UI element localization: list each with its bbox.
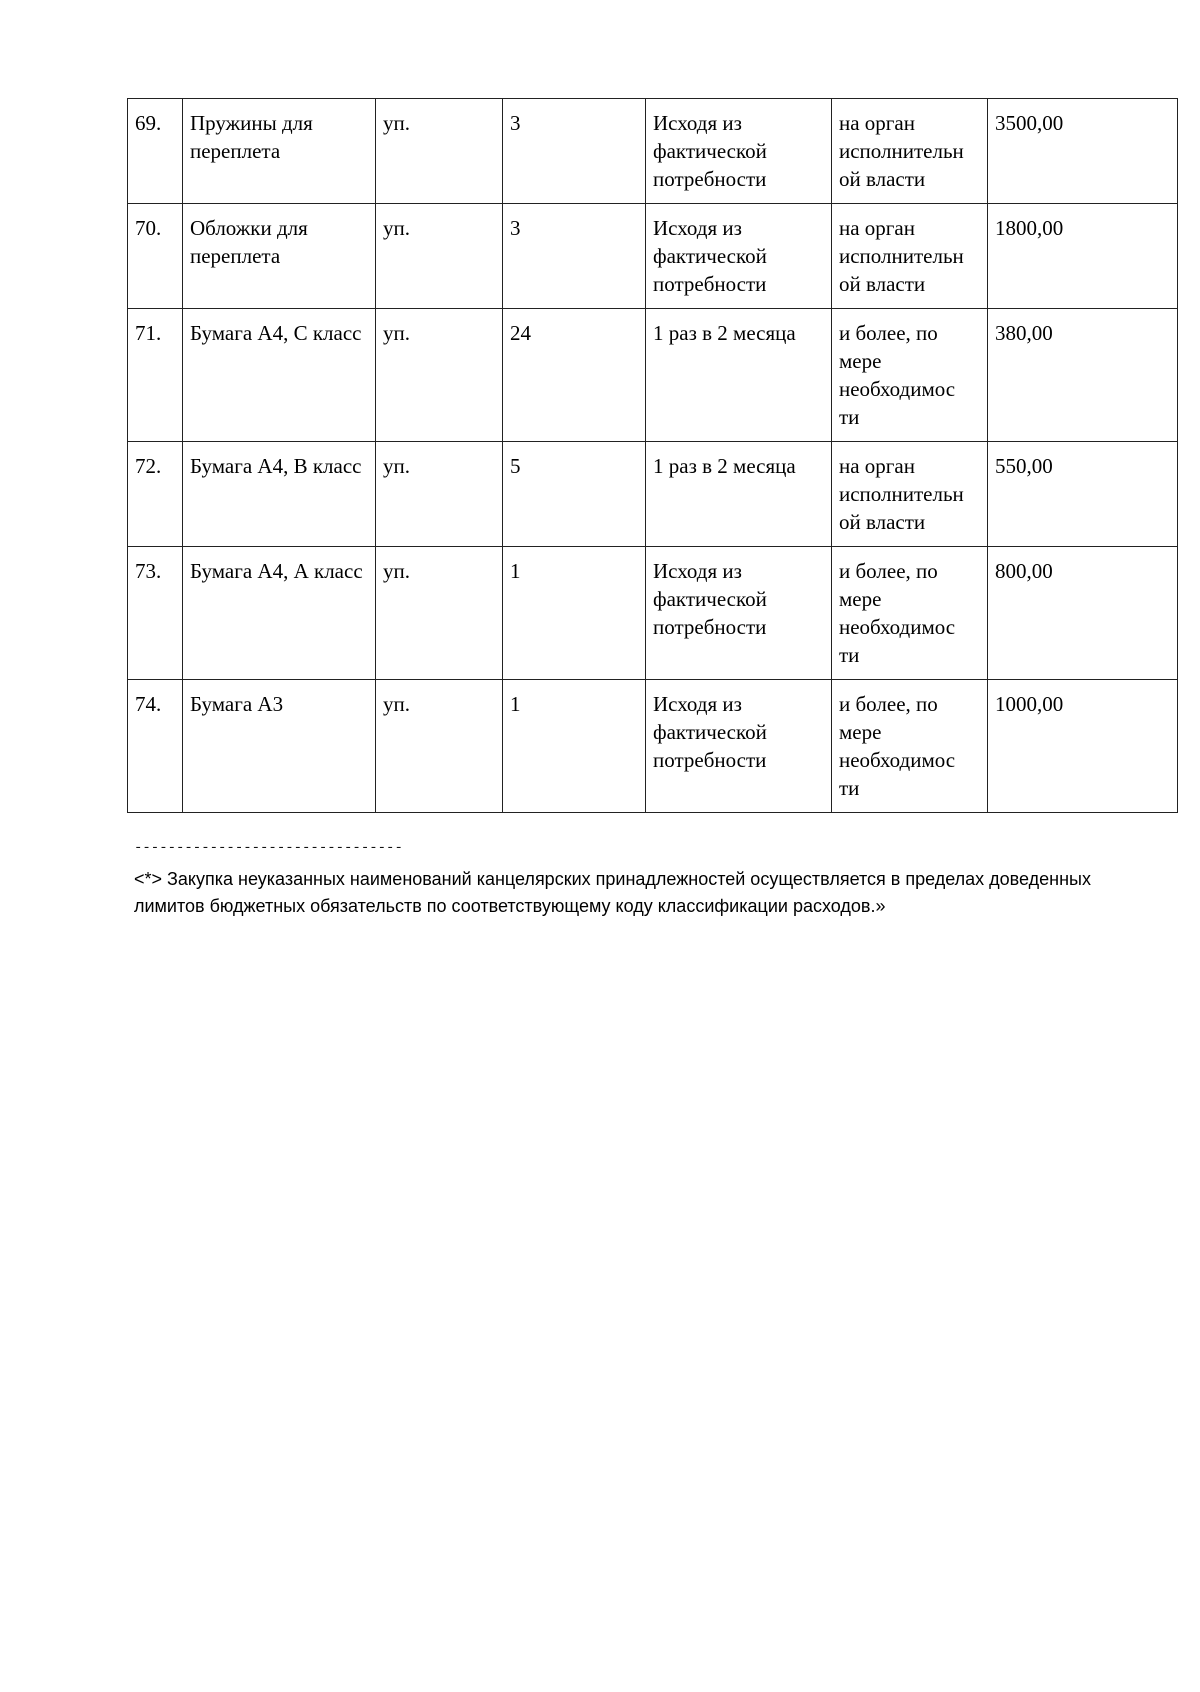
unit: уп. — [376, 680, 503, 813]
quantity: 3 — [503, 204, 646, 309]
item-name: Пружины для переплета — [183, 99, 376, 204]
scope: на орган исполнительн ой власти — [832, 204, 988, 309]
table-row — [128, 680, 1178, 813]
footnote-text: <*> Закупка неуказанных наименований канцелярских принадлежностей осуществляется в пределах доведенных лимитов бюджетных обязательств по соответствующему коду классификации расходов.» — [134, 869, 1091, 916]
row-number: 70. — [128, 204, 183, 309]
quantity: 1 — [503, 680, 646, 813]
unit: уп. — [376, 309, 503, 442]
price: 1800,00 — [988, 204, 1178, 309]
table-row — [128, 547, 1178, 680]
scope: на орган исполнительн ой власти — [832, 442, 988, 547]
unit: уп. — [376, 547, 503, 680]
table-row — [128, 309, 1178, 442]
row-number: 72. — [128, 442, 183, 547]
row-number: 71. — [128, 309, 183, 442]
scope: и более, по мере необходимос ти — [832, 309, 988, 442]
table-row — [128, 204, 1178, 309]
quantity: 1 — [503, 547, 646, 680]
price: 3500,00 — [988, 99, 1178, 204]
row-number: 69. — [128, 99, 183, 204]
item-name: Бумага А4, В класс — [183, 442, 376, 547]
unit: уп. — [376, 99, 503, 204]
item-name: Бумага А3 — [183, 680, 376, 813]
row-number: 73. — [128, 547, 183, 680]
item-name: Обложки для переплета — [183, 204, 376, 309]
unit: уп. — [376, 442, 503, 547]
price: 550,00 — [988, 442, 1178, 547]
scope: на орган исполнительн ой власти — [832, 99, 988, 204]
quantity: 5 — [503, 442, 646, 547]
price: 1000,00 — [988, 680, 1178, 813]
scope: и более, по мере необходимос ти — [832, 680, 988, 813]
row-number: 74. — [128, 680, 183, 813]
frequency: 1 раз в 2 месяца — [646, 442, 832, 547]
quantity: 24 — [503, 309, 646, 442]
price: 800,00 — [988, 547, 1178, 680]
item-name: Бумага А4, А класс — [183, 547, 376, 680]
frequency: Исходя из фактической потребности — [646, 99, 832, 204]
frequency: Исходя из фактической потребности — [646, 680, 832, 813]
unit: уп. — [376, 204, 503, 309]
quantity: 3 — [503, 99, 646, 204]
table-row — [128, 442, 1178, 547]
frequency: Исходя из фактической потребности — [646, 547, 832, 680]
supplies-table — [127, 98, 1178, 813]
price: 380,00 — [988, 309, 1178, 442]
frequency: 1 раз в 2 месяца — [646, 309, 832, 442]
item-name: Бумага А4, С класс — [183, 309, 376, 442]
frequency: Исходя из фактической потребности — [646, 204, 832, 309]
table-row — [128, 99, 1178, 204]
scope: и более, по мере необходимос ти — [832, 547, 988, 680]
footnote-separator: -------------------------------- — [134, 840, 403, 856]
